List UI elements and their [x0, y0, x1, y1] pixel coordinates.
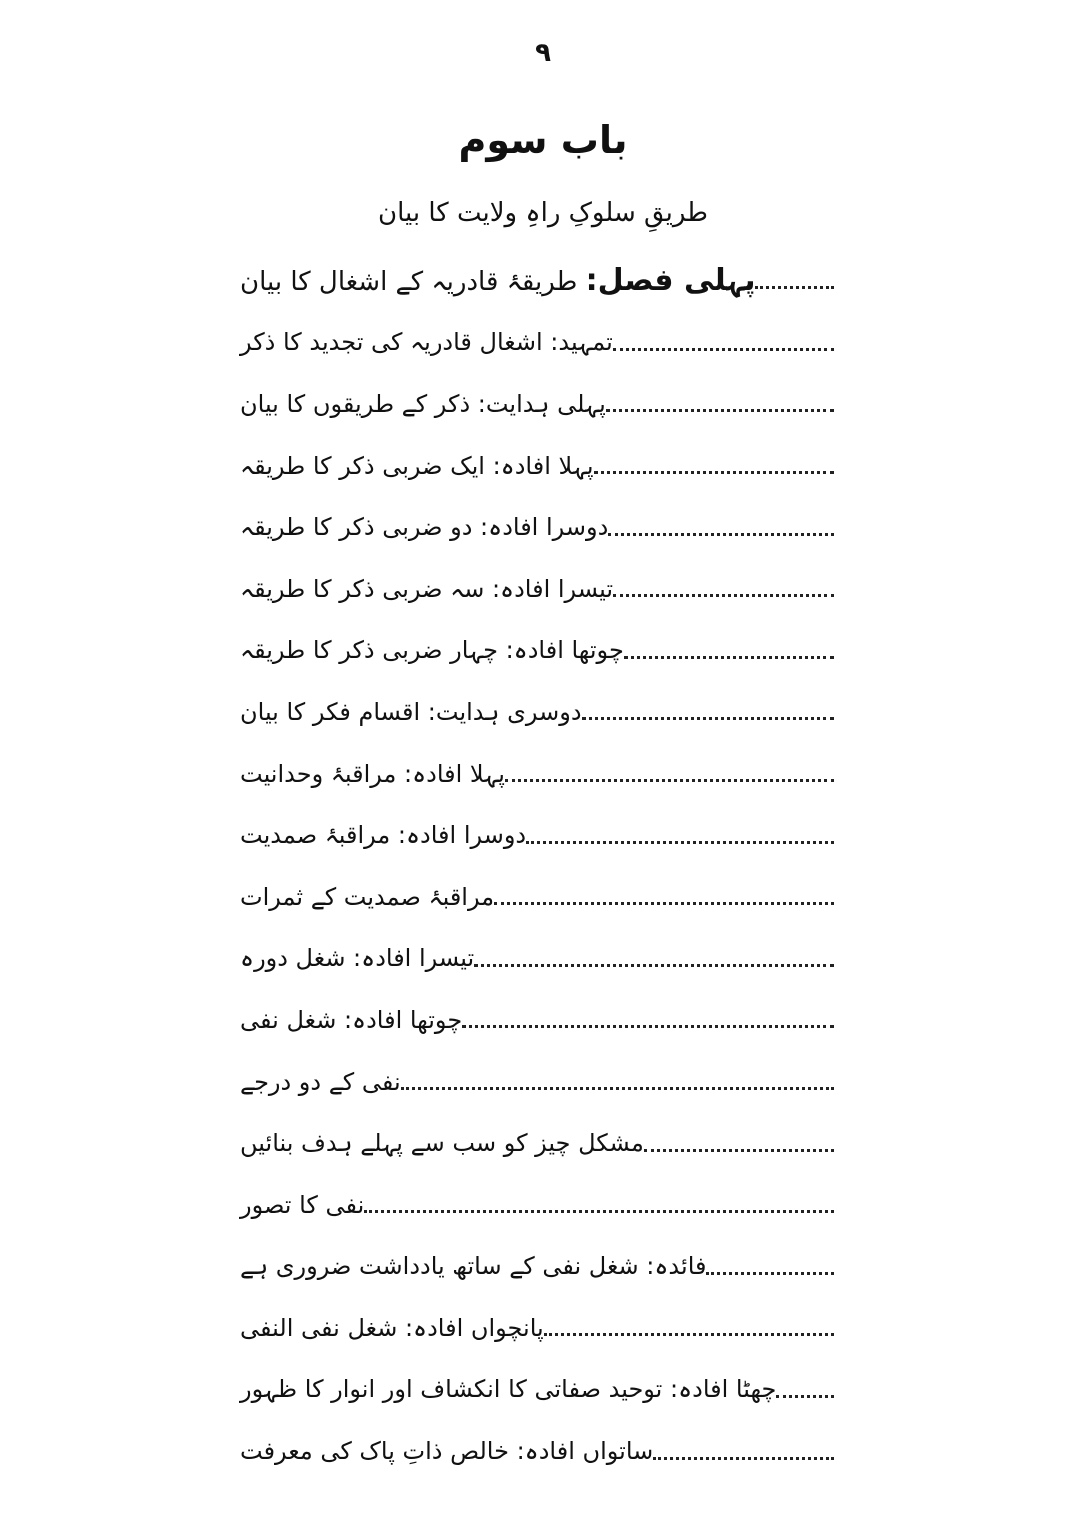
- dot-leader: [755, 286, 834, 289]
- toc-entry-text: دوسرا افادہ: دو ضربی ذکر کا طریقہ: [240, 513, 609, 542]
- toc-entry-text: پانچواں افادہ: شغل نفی النفی: [240, 1313, 544, 1342]
- toc-entry-text: چوتھا افادہ: شغل نفی: [240, 1005, 463, 1034]
- toc-entry: [240, 681, 838, 743]
- dot-leader: [624, 656, 834, 659]
- page-number: ۹: [535, 38, 551, 68]
- toc-entry-text: دوسری ہدایت: اقسام فکر کا بیان: [240, 697, 582, 726]
- toc-entry: [240, 435, 838, 497]
- dot-leader: [644, 1149, 834, 1152]
- toc-entry-text: پہلا افادہ: ایک ضربی ذکر کا طریقہ: [240, 451, 594, 480]
- dot-leader: [613, 594, 834, 597]
- toc-entry: [240, 373, 838, 435]
- dot-leader: [544, 1333, 834, 1336]
- dot-leader: [613, 348, 834, 351]
- toc-entry: [240, 804, 838, 866]
- table-of-contents: [240, 250, 838, 1482]
- toc-entry: [240, 558, 838, 620]
- toc-entry: [240, 1359, 838, 1421]
- dot-leader: [526, 841, 834, 844]
- toc-entry-text: پہلی ہدایت: ذکر کے طریقوں کا بیان: [240, 389, 606, 418]
- toc-entry: [240, 866, 838, 928]
- toc-entry: [240, 1297, 838, 1359]
- toc-entry: [240, 496, 838, 558]
- toc-entry-text: چوتھا افادہ: چہار ضربی ذکر کا طریقہ: [240, 636, 624, 665]
- section-label: پہلی فصل:: [585, 263, 756, 299]
- toc-entry: [240, 620, 838, 682]
- chapter-title: باب سوم: [458, 118, 628, 162]
- toc-entry-text: پہلا افادہ: مراقبۂ وحدانیت: [240, 759, 505, 788]
- toc-entry-text: تمہید: اشغال قادریہ کی تجدید کا ذکر: [240, 328, 613, 357]
- dot-leader: [582, 717, 834, 720]
- dot-leader: [462, 1025, 834, 1028]
- toc-entry-text: دوسرا افادہ: مراقبۂ صمدیت: [240, 821, 527, 850]
- dot-leader: [653, 1457, 834, 1460]
- toc-entry: [240, 743, 838, 805]
- dot-leader: [474, 964, 834, 967]
- toc-entry-text: فائدہ: شغل نفی کے ساتھ یادداشت ضروری ہے: [240, 1252, 707, 1281]
- dot-leader: [706, 1272, 834, 1275]
- section-title: طریقۂ قادریہ کے اشغال کا بیان: [240, 267, 586, 298]
- toc-entry-text: تیسرا افادہ: شغل دورہ: [240, 944, 475, 973]
- dot-leader: [608, 533, 834, 536]
- toc-entry-text: نفی کے دو درجے: [240, 1067, 401, 1096]
- dot-leader: [776, 1395, 834, 1398]
- dot-leader: [494, 902, 834, 905]
- toc-entry-text: ساتواں افادہ: خالص ذاتِ پاک کی معرفت: [240, 1437, 654, 1466]
- toc-entry: [240, 989, 838, 1051]
- toc-entry: [240, 1174, 838, 1236]
- dot-leader: [606, 409, 834, 412]
- toc-entry-text: تیسرا افادہ: سہ ضربی ذکر کا طریقہ: [240, 574, 614, 603]
- chapter-subtitle: طریقِ سلوکِ راہِ ولایت کا بیان: [378, 198, 708, 228]
- dot-leader: [505, 779, 834, 782]
- dot-leader: [594, 471, 834, 474]
- dot-leader: [364, 1210, 834, 1213]
- toc-entry-text: [240, 263, 755, 298]
- toc-entry: [240, 1420, 838, 1482]
- toc-entry-text: مراقبۂ صمدیت کے ثمرات: [240, 882, 495, 911]
- toc-entry-text: نفی کا تصور: [240, 1190, 365, 1219]
- toc-entry-text: چھٹا افادہ: توحید صفاتی کا انکشاف اور انوار کا ظہور: [240, 1375, 777, 1404]
- toc-entry: [240, 928, 838, 990]
- toc-entry: [240, 1051, 838, 1113]
- toc-entry: [240, 1112, 838, 1174]
- toc-entry: [240, 312, 838, 374]
- toc-entry-text: مشکل چیز کو سب سے پہلے ہدف بنائیں: [240, 1129, 644, 1158]
- toc-entry-section-1: [240, 250, 838, 312]
- toc-entry: [240, 1236, 838, 1298]
- dot-leader: [401, 1087, 834, 1090]
